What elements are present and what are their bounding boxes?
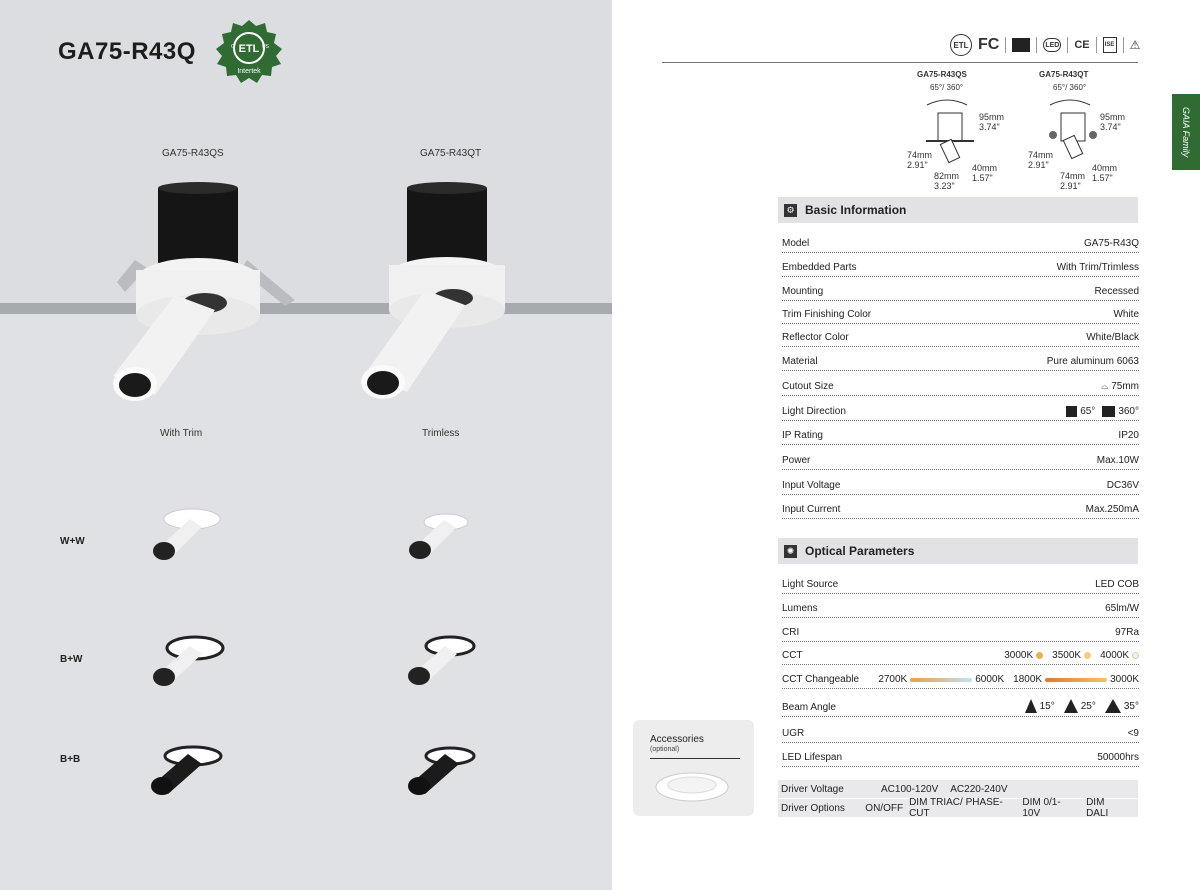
row-key: Trim Finishing Color: [782, 309, 872, 320]
row-value: White/Black: [1086, 332, 1139, 343]
header-divider: [662, 62, 1138, 63]
row-key: Input Current: [782, 504, 841, 515]
dim-depth-mm: 82mm: [934, 171, 960, 181]
basic-row-reflector-color: [782, 323, 1139, 347]
driver-voltage-option: AC100-120V: [881, 783, 939, 795]
cert-divider: [1067, 37, 1068, 53]
basic-row-power: [782, 446, 1139, 470]
fixture-trimless-image: [345, 180, 545, 410]
row-key: Input Voltage: [782, 480, 841, 491]
basic-row-input-current: [782, 495, 1139, 519]
accessories-title: Accessories: [650, 734, 704, 745]
cct-range-a-end: 6000K: [975, 674, 1005, 685]
row-key: Light Direction: [782, 406, 846, 417]
optical-row-light-source: [782, 570, 1139, 594]
cert-divider: [1005, 37, 1006, 53]
variant-label-ww: W+W: [60, 536, 85, 547]
optical-row-cri: [782, 618, 1139, 642]
row-value: Max.10W: [1096, 455, 1139, 466]
ise-cert-icon: ISE: [1103, 37, 1117, 53]
row-value-wrap: [1004, 650, 1139, 661]
dim-model: GA75-R43QT: [1039, 70, 1089, 79]
beam-option-15: 15°: [1039, 700, 1055, 712]
row-key: Beam Angle: [782, 702, 836, 713]
basic-row-model: [782, 229, 1139, 253]
cutout-icon: ⌓: [1101, 381, 1109, 391]
row-key: Power: [782, 455, 811, 466]
variant-label-bw: B+W: [60, 654, 83, 665]
row-key: LED Lifespan: [782, 752, 843, 763]
variant-label-bb: B+B: [60, 754, 81, 765]
accessory-trim-ring-image: [651, 765, 733, 805]
cct-gradient-a-icon: [910, 678, 972, 682]
variant-bw-trimless-image: [405, 630, 480, 690]
driver-options-label: Driver Options: [781, 802, 845, 814]
svg-text:C: C: [231, 44, 235, 50]
basic-row-light-direction: [782, 397, 1139, 421]
variant-ww-trimless-image: [408, 508, 483, 568]
driver-voltage-option: AC220-240V: [950, 783, 1008, 795]
cct-option-4000k: 4000K: [1100, 650, 1129, 661]
beam-35-icon: [1105, 699, 1121, 713]
basic-row-cutout-size: [782, 372, 1139, 396]
dim-stem-mm: 40mm: [972, 163, 998, 173]
row-value: 50000hrs: [1097, 752, 1139, 763]
dim-width-mm: 74mm: [907, 150, 933, 160]
dim-height-mm: 95mm: [979, 112, 1005, 122]
dim-stem-mm: 40mm: [1092, 163, 1118, 173]
cct-option-3000k: 3000K: [1004, 650, 1034, 661]
row-value-wrap: [1101, 381, 1139, 392]
optical-row-cct-changeable: [782, 665, 1139, 689]
driver-options-row: [778, 799, 1138, 817]
row-value-wrap: [1025, 699, 1139, 713]
cct-range-b-end: 3000K: [1110, 674, 1139, 685]
dim-angle: 65°/ 360°: [930, 83, 964, 92]
row-value-wrap: [878, 674, 1139, 685]
rotate-icon: [1102, 406, 1115, 417]
row-key: Cutout Size: [782, 381, 834, 392]
side-tab: GAIA Family: [1172, 94, 1200, 170]
cct-gradient-b-icon: [1045, 678, 1107, 682]
variant-ww-trim-image: [150, 505, 225, 565]
fixture-with-trim-image: [95, 180, 295, 410]
accessories-divider: [650, 758, 740, 759]
dim-depth-in: 3.23": [934, 181, 955, 191]
svg-text:US: US: [262, 44, 269, 50]
cert-divider: [1123, 37, 1124, 53]
row-value-rotate: 360°: [1118, 406, 1139, 417]
row-key: CCT Changeable: [782, 674, 860, 685]
page-title: GA75-R43Q: [58, 38, 196, 65]
row-value: Max.250mA: [1085, 504, 1139, 515]
driver-option: DIM DALI: [1086, 797, 1109, 819]
row-key: IP Rating: [782, 430, 823, 441]
optical-row-cct: [782, 641, 1139, 665]
fire-rated-icon: ⚠: [1129, 38, 1141, 52]
basic-info-title: Basic Information: [805, 203, 907, 217]
accessories-card: [633, 720, 754, 816]
cct-range-b-start: 1800K: [1013, 674, 1043, 685]
driver-option: DIM 0/1-10V: [1022, 797, 1061, 819]
row-value: 75mm: [1111, 381, 1139, 392]
row-value: 97Ra: [1115, 627, 1139, 638]
dim-depth-in: 2.91": [1060, 181, 1081, 191]
row-key: Embedded Parts: [782, 262, 857, 273]
row-value: DC36V: [1106, 480, 1139, 491]
dim-model: GA75-R43QS: [917, 70, 967, 79]
row-value-tilt: 65°: [1080, 406, 1096, 417]
row-key: UGR: [782, 728, 805, 739]
driver-voltage-label: Driver Voltage: [781, 783, 844, 795]
basic-row-trim-color: [782, 300, 1139, 324]
row-key: Material: [782, 356, 818, 367]
swatch-3000k-icon: [1036, 652, 1043, 659]
row-value: LED COB: [1095, 579, 1139, 590]
basic-row-embedded-parts: [782, 253, 1139, 277]
row-key: CRI: [782, 627, 800, 638]
row-key: Lumens: [782, 603, 818, 614]
optical-row-lumens: [782, 594, 1139, 618]
variant-bb-trimless-image: [405, 742, 480, 802]
basic-row-mounting: [782, 277, 1139, 301]
ce-cert-icon: CE: [1074, 39, 1090, 51]
dim-height-in: 3.74": [979, 122, 1000, 132]
optical-params-header: [778, 538, 1138, 564]
cert-divider: [1096, 37, 1097, 53]
basic-row-input-voltage: [782, 471, 1139, 495]
dimension-diagram-qt: [1025, 70, 1135, 195]
etl-intertek-badge: [212, 18, 286, 86]
dim-angle: 65°/ 360°: [1053, 83, 1087, 92]
row-value: Recessed: [1094, 286, 1139, 297]
optical-row-ugr: [782, 719, 1139, 743]
row-value: Pure aluminum 6063: [1046, 356, 1139, 367]
beam-option-25: 25°: [1080, 700, 1096, 712]
cct-range-a-start: 2700K: [878, 674, 908, 685]
optical-row-beam-angle: [782, 693, 1139, 717]
swatch-3500k-icon: [1084, 652, 1091, 659]
dimension-diagram-qs: [902, 70, 1012, 195]
cct-option-3500k: 3500K: [1052, 650, 1082, 661]
dim-stem-in: 1.57": [1092, 173, 1113, 183]
row-key: CCT: [782, 650, 803, 661]
product-model-qt: GA75-R43QT: [420, 148, 482, 159]
driver-option: DIM TRIAC/ PHASE-CUT: [909, 797, 1003, 819]
beam-15-icon: [1025, 699, 1037, 713]
basic-row-ip-rating: [782, 421, 1139, 445]
product-model-qs: GA75-R43QS: [162, 148, 224, 159]
row-key: Reflector Color: [782, 332, 849, 343]
dim-drawing: [1045, 95, 1100, 165]
row-value: <9: [1127, 728, 1139, 739]
dim-stem-in: 1.57": [972, 173, 993, 183]
etl-cert-icon: ETL: [950, 34, 972, 56]
variant-bw-trim-image: [150, 630, 225, 690]
beam-25-icon: [1064, 699, 1078, 713]
optical-row-lifespan: [782, 743, 1139, 767]
driver-voltage-row: [778, 780, 1138, 798]
settings-icon: ⚙: [784, 204, 797, 217]
dim-width-in: 2.91": [907, 160, 928, 170]
tilt-icon: [1066, 406, 1077, 417]
optical-params-title: Optical Parameters: [805, 544, 915, 558]
dim-depth-mm: 74mm: [1060, 171, 1086, 181]
beam-option-35: 35°: [1123, 700, 1139, 712]
right-panel: [612, 0, 1200, 890]
dim-height-mm: 95mm: [1100, 112, 1126, 122]
row-value-wrap: [1066, 406, 1139, 417]
certification-row: [950, 32, 1140, 58]
svg-text:Intertek: Intertek: [237, 68, 261, 75]
row-value: 65lm/W: [1105, 603, 1139, 614]
row-value: IP20: [1118, 430, 1139, 441]
row-key: Mounting: [782, 286, 824, 297]
caption-trimless: Trimless: [422, 428, 460, 439]
dim-width-mm: 74mm: [1028, 150, 1054, 160]
row-value: GA75-R43Q: [1083, 238, 1139, 249]
variant-bb-trim-image: [148, 742, 223, 802]
swatch-4000k-icon: [1132, 652, 1139, 659]
caption-with-trim: With Trim: [160, 428, 203, 439]
basic-row-material: [782, 347, 1139, 371]
svg-text:ETL: ETL: [238, 43, 260, 55]
basic-info-header: [778, 197, 1138, 223]
dim-width-in: 2.91": [1028, 160, 1049, 170]
row-key: Model: [782, 238, 810, 249]
fc-cert-icon: FC: [978, 36, 1000, 53]
row-value: White: [1113, 309, 1139, 320]
accessories-subtitle: (optional): [650, 746, 680, 753]
light-burst-icon: ✺: [784, 545, 797, 558]
dark-sky-icon: [1012, 38, 1030, 52]
dim-height-in: 3.74": [1100, 122, 1121, 132]
row-key: Light Source: [782, 579, 839, 590]
row-value: With Trim/Trimless: [1056, 262, 1139, 273]
led-cert-icon: LED: [1043, 38, 1061, 52]
cert-divider: [1036, 37, 1037, 53]
driver-option: ON/OFF: [865, 802, 904, 814]
